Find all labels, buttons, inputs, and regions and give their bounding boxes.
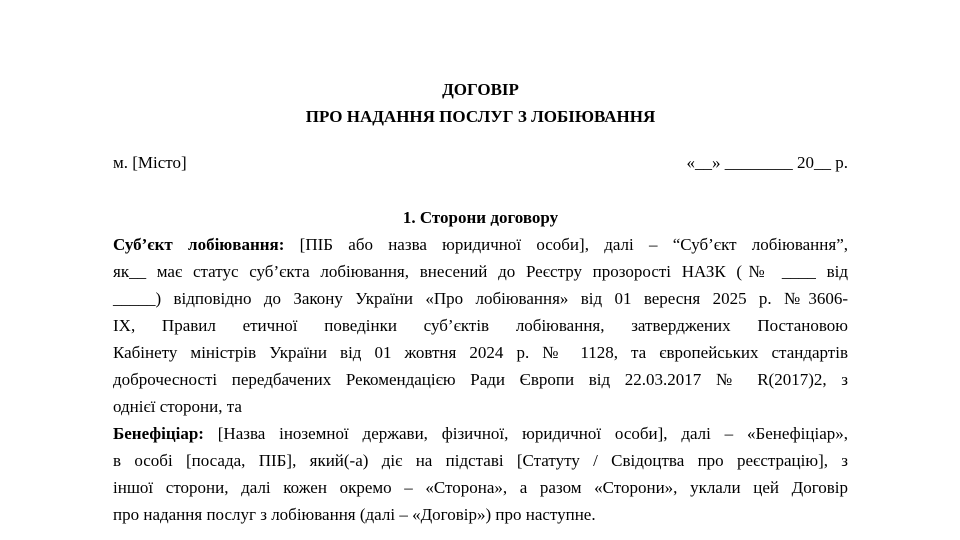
paragraphs xyxy=(113,231,848,528)
document-line: ІХ, Правил етичної поведінки суб’єктів лобіювання, затверджених Постановою xyxy=(113,316,848,335)
bold-run: Суб’єкт лобіювання: xyxy=(113,235,285,254)
city-placeholder: м. [Місто] xyxy=(113,153,187,172)
document-line: _____) відповідно до Закону України «Про лобіювання» від 01 вересня 2025 р. №3606- xyxy=(113,289,848,308)
bold-run: Бенефіціар: xyxy=(113,424,204,443)
dateline xyxy=(113,149,848,176)
document-line: іншої сторони, далі кожен окремо – «Сторона», а разом «Сторони», уклали цей Договір xyxy=(113,478,848,497)
document-line: Суб’єкт лобіювання: [ПІБ або назва юридичної особи], далі – “Суб’єкт лобіювання”, xyxy=(113,235,848,254)
document-line: Бенефіціар: [Назва іноземної держави, фізичної, юридичної особи], далі – «Бенефіціар», xyxy=(113,424,848,443)
document-title-line-2: ПРО НАДАННЯ ПОСЛУГ З ЛОБІЮВАННЯ xyxy=(305,107,656,126)
document-line: Кабінету міністрів України від 01 жовтня 2024 р. № 1128, та європейських стандартів xyxy=(113,343,848,362)
document-line: доброчесності передбачених Рекомендацією Ради Європи від 22.03.2017 № R(2017)2, з xyxy=(113,370,848,389)
document-content xyxy=(113,76,848,528)
date-placeholder: «__» ________ 20__ р. xyxy=(686,153,848,172)
document-line: про надання послуг з лобіювання (далі – «Договір») про наступне. xyxy=(113,505,596,524)
document-line: як__ має статус суб’єкта лобіювання, внесений до Реєстру прозорості НАЗК (№ ____ від xyxy=(113,262,848,281)
document-line: однієї сторони, та xyxy=(113,397,242,416)
document-line: в особі [посада, ПІБ], який(-а) діє на підставі [Статуту / Свідоцтва про реєстрацію], з xyxy=(113,451,848,470)
document-title-line-1: ДОГОВІР xyxy=(442,80,519,99)
section-heading: 1. Сторони договору xyxy=(402,208,559,227)
